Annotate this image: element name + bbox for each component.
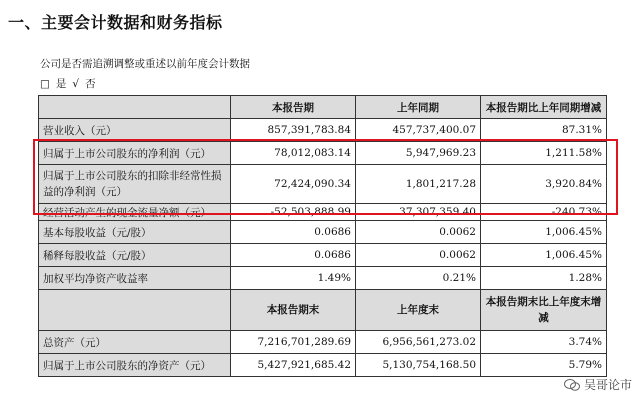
- restatement-options: [40, 76, 102, 91]
- row-label: 总资产（元）: [39, 331, 231, 354]
- header-change-period-end: 本报告期末比上年度末增减: [481, 290, 607, 331]
- cell-change: 1.28%: [481, 267, 607, 290]
- cell-prior: 0.21%: [356, 267, 481, 290]
- cell-change: -240.73%: [481, 204, 607, 221]
- cell-prior: 6,956,561,273.02: [356, 331, 481, 354]
- header-blank: [39, 96, 231, 119]
- cell-current: 78,012,083.14: [231, 142, 356, 165]
- header-change: 本报告期比上年同期增减: [481, 96, 607, 119]
- header-prior-period: 上年同期: [356, 96, 481, 119]
- cell-current: 857,391,783.84: [231, 119, 356, 142]
- cell-prior: 37,307,359.40: [356, 204, 481, 221]
- cell-current: 5,427,921,685.42: [231, 354, 356, 377]
- cell-prior: 457,737,400.07: [356, 119, 481, 142]
- header-blank: [39, 290, 231, 331]
- row-label: 加权平均净资产收益率: [39, 267, 231, 290]
- unchecked-box-icon: □: [40, 78, 50, 90]
- watermark: [564, 376, 632, 393]
- watermark-text: 吴哥论市: [583, 378, 632, 392]
- cell-change: 3,920.84%: [481, 165, 607, 204]
- row-label: 经营活动产生的现金流量净额（元）: [39, 204, 231, 221]
- restatement-question: 公司是否需追溯调整或重述以前年度会计数据: [40, 58, 250, 70]
- row-label: 归属于上市公司股东的扣除非经常性损益的净利润（元）: [39, 165, 231, 204]
- table-row: [39, 165, 607, 204]
- table-header-row: [39, 96, 607, 119]
- check-mark-icon: √: [72, 78, 80, 90]
- table-row: [39, 221, 607, 244]
- row-label: 基本每股收益（元/股）: [39, 221, 231, 244]
- option-yes: 是: [55, 78, 67, 90]
- header-period-end: 本报告期末: [231, 290, 356, 331]
- cell-prior: 1,801,217.28: [356, 165, 481, 204]
- cell-change: 1,006.45%: [481, 221, 607, 244]
- cell-current: 1.49%: [231, 267, 356, 290]
- cell-change: 1,006.45%: [481, 244, 607, 267]
- cell-prior: 0.0062: [356, 244, 481, 267]
- cell-change: 1,211.58%: [481, 142, 607, 165]
- option-no: 否: [85, 78, 96, 90]
- cell-current: 7,216,701,289.69: [231, 331, 356, 354]
- table-header-row: [39, 290, 607, 331]
- cell-change: 5.79%: [481, 354, 607, 377]
- table-row: [39, 354, 607, 377]
- cell-prior: 5,947,969.23: [356, 142, 481, 165]
- header-prior-year-end: 上年度末: [356, 290, 481, 331]
- table-row: [39, 244, 607, 267]
- cell-current: 0.0686: [231, 244, 356, 267]
- cell-current: 0.0686: [231, 221, 356, 244]
- cell-change: 3.74%: [481, 331, 607, 354]
- row-label: 归属于上市公司股东的净资产（元）: [39, 354, 231, 377]
- cell-current: -52,503,888.99: [231, 204, 356, 221]
- table-row: [39, 267, 607, 290]
- section-heading: 一、主要会计数据和财务指标: [8, 13, 223, 32]
- row-label: 稀释每股收益（元/股）: [39, 244, 231, 267]
- table-row: [39, 119, 607, 142]
- financial-data-table: [38, 95, 607, 377]
- cell-prior: 0.0062: [356, 221, 481, 244]
- header-current-period: 本报告期: [231, 96, 356, 119]
- wechat-icon: [564, 379, 580, 391]
- row-label: 归属于上市公司股东的净利润（元）: [39, 142, 231, 165]
- table-row: [39, 142, 607, 165]
- cell-change: 87.31%: [481, 119, 607, 142]
- table-row: [39, 204, 607, 221]
- row-label: 营业收入（元）: [39, 119, 231, 142]
- table-row: [39, 331, 607, 354]
- cell-current: 72,424,090.34: [231, 165, 356, 204]
- cell-prior: 5,130,754,168.50: [356, 354, 481, 377]
